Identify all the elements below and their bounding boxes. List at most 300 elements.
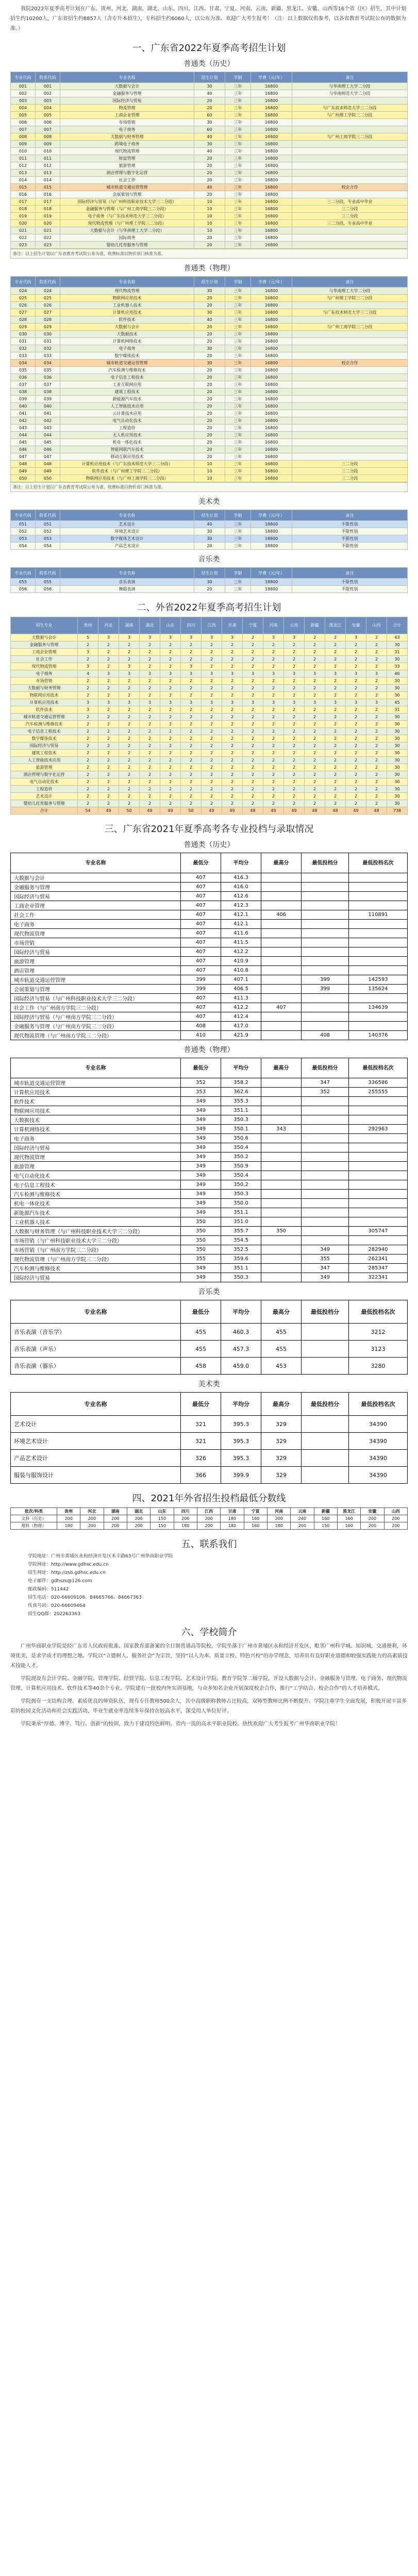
- intro-paragraph: 学院秉承“厚德、博学、笃行、创新”的校训，致力于建设特色鲜明、省内一流的高水平职业院校。热忱欢迎广大考生报考广州华商职业学院！: [21, 1721, 341, 1727]
- table-row: [11, 1227, 408, 1236]
- table-cell: [302, 1416, 349, 1433]
- table-cell: 035: [36, 367, 60, 374]
- score-physics-header: [11, 1058, 408, 1078]
- table-cell: 2: [140, 771, 160, 778]
- table-cell: [292, 439, 408, 446]
- table-cell: 国际商务: [60, 234, 194, 242]
- table-cell: 金融服务与管理: [11, 883, 181, 892]
- column-header: 学费（元/年）: [251, 277, 292, 287]
- table-cell: 16800: [251, 439, 292, 446]
- table-cell: 2: [366, 714, 387, 721]
- table-row: [11, 162, 408, 170]
- table-cell: 2: [119, 656, 140, 663]
- table-cell: 005: [36, 112, 60, 119]
- table-cell: 2: [98, 793, 119, 800]
- table-cell: 2: [346, 757, 366, 764]
- table-cell: 49: [346, 807, 366, 815]
- column-header: 最高分: [261, 853, 302, 873]
- table-cell: [292, 338, 408, 345]
- table-cell: 2: [284, 706, 305, 714]
- table-cell: 工业机器人技术: [11, 1217, 181, 1227]
- table-cell: 2: [98, 742, 119, 750]
- table-cell: 407: [181, 938, 221, 947]
- table-cell: 三年: [225, 468, 251, 475]
- table-cell: 30: [194, 141, 225, 148]
- table-cell: 459.0: [221, 1358, 261, 1375]
- table-cell: 349: [181, 1171, 221, 1180]
- table-cell: 三年: [225, 105, 251, 112]
- table-cell: 049: [36, 468, 60, 475]
- table-cell: 43: [387, 634, 408, 641]
- table-cell: 051: [36, 521, 60, 528]
- table-cell: 2: [284, 764, 305, 771]
- table-cell: 2: [366, 663, 387, 670]
- table-cell: 3: [263, 634, 284, 641]
- table-cell: [292, 345, 408, 352]
- table-row: [11, 396, 408, 403]
- table-row: [11, 1190, 408, 1199]
- table-row: [11, 771, 408, 778]
- column-header: 专业代码: [11, 510, 36, 521]
- table-row: [11, 155, 408, 162]
- table-cell: [349, 1171, 408, 1180]
- table-cell: 16800: [251, 105, 292, 112]
- table-cell: 200: [197, 1522, 220, 1530]
- table-cell: [261, 1217, 302, 1227]
- table-cell: 2: [284, 649, 305, 656]
- table-cell: 2: [78, 778, 98, 786]
- table-cell: 2: [243, 735, 263, 742]
- table-row: [11, 1153, 408, 1162]
- table-cell: [261, 883, 302, 892]
- table-cell: [302, 1171, 349, 1180]
- table-cell: 数字媒体艺术设计: [60, 535, 194, 543]
- table-cell: 2: [140, 721, 160, 728]
- table-cell: 2: [325, 714, 346, 721]
- table-row: [11, 800, 408, 807]
- sec3-art-subtitle: 美术类: [198, 1380, 220, 1388]
- table-cell: 49: [284, 807, 305, 815]
- table-cell: 环境艺术设计: [60, 528, 194, 535]
- table-cell: 20: [194, 388, 225, 396]
- table-cell: 2: [119, 771, 140, 778]
- table-cell: 3123: [349, 1341, 408, 1358]
- table-cell: 2: [202, 677, 222, 685]
- table-cell: 国际经济与贸易: [11, 1143, 181, 1153]
- column-header: 最低投档名次: [349, 1300, 408, 1324]
- table-cell: 408: [181, 1022, 221, 1031]
- table-cell: [292, 352, 408, 360]
- table-cell: 2: [202, 764, 222, 771]
- table-cell: 会展策划与管理: [11, 985, 181, 994]
- table-cell: 2: [160, 677, 181, 685]
- table-cell: [349, 920, 408, 929]
- table-cell: 不限性别: [292, 528, 408, 535]
- table-cell: 3: [181, 634, 202, 641]
- column-header: 最高分: [261, 1058, 302, 1078]
- table-cell: 349: [181, 1199, 221, 1208]
- table-cell: 2: [78, 771, 98, 778]
- table-row: [11, 1125, 408, 1134]
- table-cell: 2: [243, 706, 263, 714]
- table-cell: 三年: [225, 586, 251, 593]
- table-cell: 352: [181, 1078, 221, 1088]
- table-row: [11, 1324, 408, 1341]
- table-cell: 2: [305, 706, 325, 714]
- table-cell: 2: [78, 685, 98, 692]
- table-cell: 417.0: [221, 1022, 261, 1031]
- table-cell: 2: [202, 641, 222, 649]
- table-cell: [302, 1097, 349, 1106]
- column-header: 黑龙江: [325, 617, 346, 634]
- table-cell: 16800: [251, 302, 292, 309]
- table-cell: 49: [263, 807, 284, 815]
- table-cell: [292, 403, 408, 410]
- table-row: [11, 432, 408, 439]
- table-cell: 2: [366, 721, 387, 728]
- table-cell: 200: [104, 1515, 127, 1522]
- table-cell: 电子信息工程技术: [11, 1180, 181, 1190]
- table-cell: [302, 1190, 349, 1199]
- table-cell: 三年: [225, 170, 251, 177]
- column-header: 湖北: [127, 1508, 150, 1515]
- column-header: 山东: [160, 617, 181, 634]
- table-cell: 395.3: [221, 1433, 261, 1450]
- table-row: [11, 966, 408, 975]
- column-header: 云南: [291, 1508, 314, 1515]
- table-cell: 407: [181, 957, 221, 966]
- table-cell: 408: [302, 1031, 349, 1040]
- table-cell: 16800: [251, 309, 292, 316]
- table-cell: 2: [222, 786, 243, 793]
- table-cell: 352: [302, 1088, 349, 1097]
- table-row: [11, 1171, 408, 1180]
- table-cell: [292, 141, 408, 148]
- table-row: [11, 170, 408, 177]
- table-cell: 2: [119, 714, 140, 721]
- table-cell: 2: [98, 757, 119, 764]
- table-cell: 003: [11, 97, 36, 105]
- table-cell: 2: [222, 757, 243, 764]
- table-cell: 011: [11, 155, 36, 162]
- table-row: [11, 728, 408, 735]
- table-cell: 020: [36, 220, 60, 227]
- table-cell: 2: [284, 750, 305, 757]
- table-cell: 48: [305, 807, 325, 815]
- table-cell: 2: [284, 728, 305, 735]
- table-cell: 055: [11, 579, 36, 586]
- table-cell: 2: [325, 778, 346, 786]
- table-cell: 2: [366, 750, 387, 757]
- table-cell: [302, 1162, 349, 1171]
- table-cell: 2: [346, 735, 366, 742]
- table-cell: 240: [291, 1515, 314, 1522]
- table-cell: 019: [11, 213, 36, 220]
- table-cell: 2: [181, 728, 202, 735]
- table-cell: 2: [222, 728, 243, 735]
- table-cell: 349: [181, 1125, 221, 1134]
- table-cell: 环境艺术设计: [11, 1433, 181, 1450]
- table-cell: [292, 425, 408, 432]
- table-cell: 33: [387, 663, 408, 670]
- table-row: [11, 1031, 408, 1040]
- table-row: [11, 1433, 408, 1450]
- table-cell: 2: [78, 735, 98, 742]
- table-cell: 180: [57, 1522, 80, 1530]
- table-cell: 三年: [225, 155, 251, 162]
- table-cell: 2: [284, 721, 305, 728]
- sec4-title: 四、2021年外省招生投档最低分数线: [132, 1493, 286, 1504]
- table-cell: 16800: [251, 324, 292, 331]
- table-cell: 16800: [251, 177, 292, 184]
- table-cell: 数字媒体技术: [60, 352, 194, 360]
- table-cell: 2: [181, 692, 202, 699]
- plan-history-note: 备注：以上招生计划以广东省教育考试院公布为准，收费标准以物价部门核准为准。: [10, 249, 408, 259]
- table-cell: 软件技术: [11, 706, 78, 714]
- table-cell: 2: [366, 757, 387, 764]
- table-cell: 004: [36, 105, 60, 112]
- table-row: [11, 1208, 408, 1217]
- table-cell: [261, 1199, 302, 1208]
- table-cell: [302, 892, 349, 901]
- column-header: 最低投档名次: [349, 1058, 408, 1078]
- table-cell: 社会工作: [11, 656, 78, 663]
- table-cell: 2: [202, 735, 222, 742]
- plan-art-body: [11, 521, 408, 550]
- table-row: [11, 764, 408, 771]
- table-cell: [302, 910, 349, 920]
- table-cell: 2: [263, 649, 284, 656]
- table-cell: 018: [36, 206, 60, 213]
- column-header: 山西: [384, 1508, 407, 1515]
- column-header: 甘肃: [221, 1508, 244, 1515]
- table-cell: 2: [160, 757, 181, 764]
- table-cell: 037: [36, 381, 60, 388]
- table-cell: [302, 1125, 349, 1134]
- sec1-history-subtitle: 普通类（历史）: [183, 60, 235, 68]
- table-cell: 18800: [251, 579, 292, 586]
- table-cell: 2: [284, 663, 305, 670]
- table-cell: 2: [284, 793, 305, 800]
- table-row: [11, 1245, 408, 1255]
- table-cell: [302, 1217, 349, 1227]
- table-cell: 会展策划与管理: [60, 191, 194, 198]
- table-cell: 018: [11, 206, 36, 213]
- table-cell: 2: [202, 728, 222, 735]
- table-cell: 350.2: [221, 1153, 261, 1162]
- table-cell: 150: [314, 1522, 337, 1530]
- table-cell: [349, 1217, 408, 1227]
- table-cell: 2: [366, 649, 387, 656]
- table-cell: 022: [11, 234, 36, 242]
- sec1-music-subtitle: 音乐类: [198, 555, 220, 564]
- table-cell: 3280: [349, 1358, 408, 1375]
- table-cell: 017: [36, 198, 60, 206]
- table-cell: 18800: [251, 543, 292, 550]
- contact-line: 传真号码：020-66609464: [28, 1603, 86, 1608]
- table-cell: 2: [366, 778, 387, 786]
- table-cell: 2: [98, 800, 119, 807]
- table-cell: 三年: [225, 521, 251, 528]
- table-cell: 音乐表演（声乐）: [11, 1341, 181, 1358]
- table-cell: 2: [78, 721, 98, 728]
- table-cell: 三年: [225, 198, 251, 206]
- table-cell: 汽车检测与维修技术: [11, 1190, 181, 1199]
- table-cell: [292, 97, 408, 105]
- table-cell: 2: [263, 721, 284, 728]
- table-cell: 电气自动化技术: [60, 417, 194, 425]
- table-cell: 407: [181, 1012, 221, 1022]
- table-cell: 国际经济与贸易: [11, 947, 181, 957]
- table-row: [11, 1199, 408, 1208]
- table-cell: 200: [361, 1522, 384, 1530]
- table-row: [11, 692, 408, 699]
- sec2-title: 二、外省2022年夏季高考招生计划: [137, 602, 281, 613]
- table-cell: 2: [181, 764, 202, 771]
- contact-line: 学院网址：http://www.gdhsc.edu.cn: [28, 1562, 109, 1567]
- table-cell: 2: [119, 793, 140, 800]
- table-cell: 20: [194, 97, 225, 105]
- table-cell: 005: [11, 112, 36, 119]
- table-cell: 现代物流管理: [60, 148, 194, 155]
- table-cell: 2: [140, 663, 160, 670]
- table-cell: [302, 1433, 349, 1450]
- table-cell: 2: [222, 641, 243, 649]
- table-cell: 三年: [225, 242, 251, 249]
- table-row: [11, 367, 408, 374]
- table-cell: 160: [337, 1515, 360, 1522]
- plan-music-body: [11, 579, 408, 593]
- table-cell: 三年: [225, 579, 251, 586]
- table-cell: 036: [36, 374, 60, 381]
- table-cell: 49: [222, 807, 243, 815]
- table-cell: 40: [194, 184, 225, 191]
- table-cell: 3: [202, 670, 222, 677]
- table-cell: 411.3: [221, 994, 261, 1003]
- table-cell: 30: [387, 800, 408, 807]
- table-cell: 3: [181, 663, 202, 670]
- table-cell: 2: [243, 771, 263, 778]
- table-cell: 三年: [225, 316, 251, 324]
- table-cell: 2: [346, 677, 366, 685]
- table-cell: 16800: [251, 295, 292, 302]
- table-cell: 三年: [225, 338, 251, 345]
- table-cell: 与华南师范大学二分段: [292, 90, 408, 97]
- table-row: [11, 750, 408, 757]
- table-cell: 2: [366, 706, 387, 714]
- table-cell: 16800: [251, 141, 292, 148]
- column-header: 河南: [267, 1508, 290, 1515]
- table-cell: 2: [325, 800, 346, 807]
- table-cell: 180: [174, 1522, 197, 1530]
- table-cell: 20: [194, 543, 225, 550]
- table-cell: 453: [261, 1358, 302, 1375]
- table-cell: 2: [160, 706, 181, 714]
- table-row: [11, 461, 408, 468]
- table-cell: 不限性别: [292, 586, 408, 593]
- table-cell: 3: [222, 670, 243, 677]
- table-cell: 10: [194, 198, 225, 206]
- table-row: [11, 148, 408, 155]
- table-cell: [292, 170, 408, 177]
- intro-text: 我院2022年夏季高考计划在广东、贵州、河北、湖南、湖北、山东、四川、江西、甘肃、宁夏、河南、云南、新疆、黑龙江、安徽、山西等16个省（区）招生，其中计划招生约10200人，广东省招生约8857人（含专升本招生），专科招生约6060人，以公布为准。欢迎广大考生报考！（注：以上数据仅供参考，以各省教育考试院公布的数据为准。）: [10, 6, 407, 31]
- table-cell: 2: [160, 793, 181, 800]
- table-cell: 现代物流管理: [11, 663, 78, 670]
- table-cell: 3: [202, 699, 222, 706]
- table-cell: 软件技术（与广州理工学院三二分段）: [60, 468, 194, 475]
- table-cell: 349: [181, 1134, 221, 1143]
- table-cell: 音乐表演: [60, 579, 194, 586]
- table-row: [11, 242, 408, 249]
- table-cell: 2: [325, 692, 346, 699]
- table-cell: [261, 1097, 302, 1106]
- table-cell: 三年: [225, 184, 251, 191]
- table-cell: 042: [36, 417, 60, 425]
- table-cell: 2: [263, 685, 284, 692]
- table-cell: 文科（历史）: [11, 1515, 57, 1522]
- table-cell: 20: [194, 242, 225, 249]
- min-score-body: [11, 1515, 408, 1530]
- table-cell: [349, 1097, 408, 1106]
- column-header: 备注: [292, 568, 408, 579]
- table-row: [11, 105, 408, 112]
- table-cell: 2: [202, 714, 222, 721]
- table-cell: [302, 1143, 349, 1153]
- table-cell: 18800: [251, 535, 292, 543]
- table-cell: 017: [11, 198, 36, 206]
- table-cell: 电子商务: [11, 920, 181, 929]
- table-cell: [292, 417, 408, 425]
- table-cell: 2: [346, 656, 366, 663]
- table-cell: 金融服务与管理: [11, 641, 78, 649]
- score-history-body: [11, 873, 408, 1040]
- column-header: 山东: [151, 1508, 174, 1515]
- table-cell: 2: [140, 706, 160, 714]
- table-cell: 200: [197, 1515, 220, 1522]
- table-cell: 汽车检测与维修技术: [11, 1264, 181, 1273]
- table-cell: 2: [263, 663, 284, 670]
- table-cell: 050: [11, 475, 36, 482]
- table-cell: 三年: [225, 345, 251, 352]
- table-cell: [349, 1190, 408, 1199]
- column-header: 学费（元/年）: [251, 510, 292, 521]
- table-cell: 407: [181, 892, 221, 901]
- table-cell: 455: [181, 1324, 221, 1341]
- table-cell: 2: [243, 721, 263, 728]
- table-cell: 16800: [251, 83, 292, 90]
- table-cell: 040: [36, 403, 60, 410]
- table-cell: 现代物流管理: [60, 287, 194, 295]
- table-cell: 2: [140, 677, 160, 685]
- table-cell: 031: [11, 338, 36, 345]
- contact-line: 招生网址：http://zsb.gdhsc.edu.cn: [28, 1570, 106, 1575]
- table-cell: 国际经济与贸易: [11, 1273, 181, 1282]
- table-cell: 三年: [225, 227, 251, 234]
- table-cell: 2: [181, 750, 202, 757]
- table-cell: 053: [11, 535, 36, 543]
- table-cell: 金融服务与管理（与广州南方学院三二分段）: [11, 1022, 181, 1031]
- table-cell: 407: [181, 920, 221, 929]
- table-cell: 49: [202, 807, 222, 815]
- table-cell: 2: [263, 677, 284, 685]
- table-cell: 市场营销: [11, 677, 78, 685]
- table-cell: 366: [181, 1467, 221, 1484]
- table-cell: 三年: [225, 432, 251, 439]
- table-cell: 国际经济与贸易（与广州南方学院三二分段）: [11, 1012, 181, 1022]
- table-cell: 457.3: [221, 1341, 261, 1358]
- table-cell: 2: [98, 656, 119, 663]
- table-cell: 2: [181, 714, 202, 721]
